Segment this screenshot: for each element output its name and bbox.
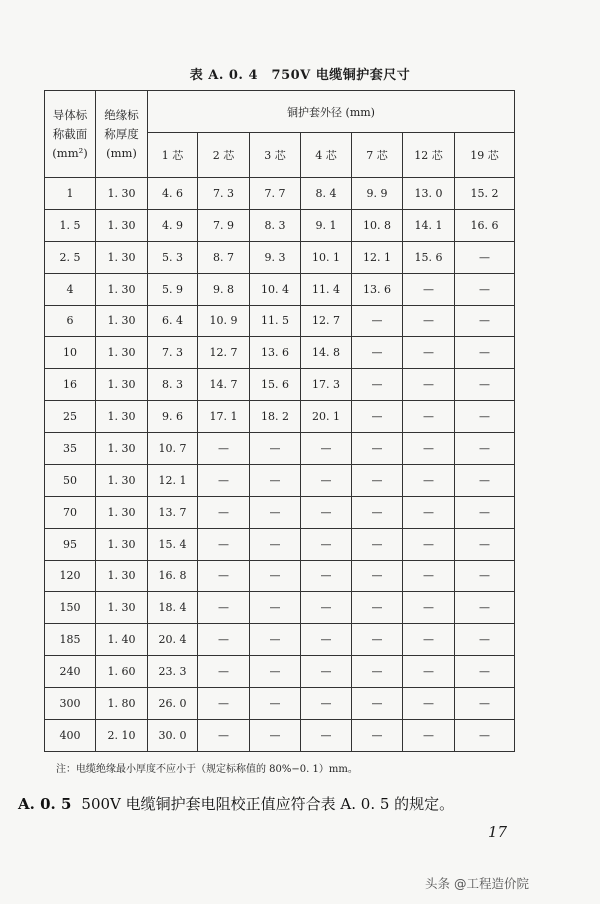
cell-diameter: — <box>301 592 352 624</box>
cell-diameter: — <box>455 337 515 369</box>
table-row <box>45 241 515 273</box>
cell-diameter: — <box>301 560 352 592</box>
cell-diameter: — <box>301 719 352 751</box>
cell-diameter: — <box>455 241 515 273</box>
cell-section: 4 <box>45 273 96 305</box>
cell-section: 400 <box>45 719 96 751</box>
cell-diameter: — <box>250 719 301 751</box>
cell-diameter: 10. 7 <box>148 433 198 465</box>
cell-diameter: — <box>250 592 301 624</box>
table-row <box>45 433 515 465</box>
cell-diameter: 10. 8 <box>352 209 403 241</box>
cell-diameter: — <box>455 369 515 401</box>
cell-thickness: 2. 10 <box>96 719 148 751</box>
table-row <box>45 496 515 528</box>
table-row <box>45 688 515 720</box>
cell-diameter: — <box>198 496 250 528</box>
cell-diameter: 11. 5 <box>250 305 301 337</box>
cell-section: 16 <box>45 369 96 401</box>
clause-text: 500V 电缆铜护套电阻校正值应符合表 A. 0. 5 的规定。 <box>81 795 455 813</box>
cell-diameter: 6. 4 <box>148 305 198 337</box>
cell-diameter: — <box>301 528 352 560</box>
cell-diameter: — <box>352 560 403 592</box>
cell-diameter: 5. 3 <box>148 241 198 273</box>
cell-diameter: 13. 7 <box>148 496 198 528</box>
cell-diameter: 23. 3 <box>148 656 198 688</box>
table-row <box>45 337 515 369</box>
cell-thickness: 1. 30 <box>96 178 148 210</box>
cell-diameter: — <box>403 369 455 401</box>
cell-diameter: — <box>403 688 455 720</box>
cell-diameter: — <box>403 624 455 656</box>
cell-diameter: 12. 7 <box>301 305 352 337</box>
cell-diameter: 11. 4 <box>301 273 352 305</box>
cell-diameter: 30. 0 <box>148 719 198 751</box>
cell-diameter: — <box>301 656 352 688</box>
cell-section: 10 <box>45 337 96 369</box>
cell-diameter: 8. 3 <box>148 369 198 401</box>
cell-diameter: — <box>198 560 250 592</box>
cell-diameter: 20. 4 <box>148 624 198 656</box>
cell-diameter: — <box>352 719 403 751</box>
cell-diameter: 7. 3 <box>198 178 250 210</box>
copper-sheath-dimension-table <box>44 90 515 752</box>
cell-diameter: 12. 1 <box>148 464 198 496</box>
cell-diameter: — <box>250 688 301 720</box>
cell-diameter: 17. 1 <box>198 401 250 433</box>
watermark: 头条 @工程造价院 <box>425 876 529 891</box>
cell-diameter: — <box>250 624 301 656</box>
cell-diameter: — <box>403 337 455 369</box>
cell-diameter: — <box>403 719 455 751</box>
cell-diameter: — <box>455 560 515 592</box>
cell-diameter: 14. 8 <box>301 337 352 369</box>
cell-diameter: — <box>352 305 403 337</box>
cell-section: 240 <box>45 656 96 688</box>
cell-diameter: — <box>455 273 515 305</box>
cell-diameter: — <box>198 719 250 751</box>
cell-diameter: 5. 9 <box>148 273 198 305</box>
header-conductor-section <box>45 91 96 178</box>
cell-diameter: — <box>250 464 301 496</box>
cell-section: 150 <box>45 592 96 624</box>
cell-diameter: 8. 4 <box>301 178 352 210</box>
cell-diameter: — <box>455 656 515 688</box>
header-core-7: 19 芯 <box>455 133 515 178</box>
cell-section: 70 <box>45 496 96 528</box>
cell-thickness: 1. 30 <box>96 464 148 496</box>
cell-diameter: — <box>403 528 455 560</box>
cell-diameter: 4. 9 <box>148 209 198 241</box>
cell-diameter: 8. 7 <box>198 241 250 273</box>
header-line: 称厚度 <box>104 126 139 141</box>
cell-thickness: 1. 60 <box>96 656 148 688</box>
table-row <box>45 592 515 624</box>
header-core-6: 12 芯 <box>403 133 455 178</box>
cell-diameter: 9. 6 <box>148 401 198 433</box>
cell-thickness: 1. 30 <box>96 433 148 465</box>
cell-diameter: — <box>198 433 250 465</box>
cell-diameter: — <box>198 592 250 624</box>
cell-diameter: — <box>301 624 352 656</box>
cell-section: 120 <box>45 560 96 592</box>
cell-thickness: 1. 30 <box>96 401 148 433</box>
cell-section: 95 <box>45 528 96 560</box>
cell-diameter: — <box>352 464 403 496</box>
cell-diameter: — <box>198 656 250 688</box>
cell-diameter: 9. 9 <box>352 178 403 210</box>
cell-diameter: — <box>352 656 403 688</box>
cell-diameter: — <box>455 688 515 720</box>
cell-diameter: 26. 0 <box>148 688 198 720</box>
cell-thickness: 1. 30 <box>96 369 148 401</box>
header-core-2: 2 芯 <box>198 133 250 178</box>
cell-diameter: — <box>455 528 515 560</box>
header-line: 绝缘标 <box>104 107 139 122</box>
cell-diameter: — <box>352 496 403 528</box>
cell-section: 50 <box>45 464 96 496</box>
cell-diameter: — <box>455 305 515 337</box>
cell-diameter: 8. 3 <box>250 209 301 241</box>
cell-diameter: — <box>352 688 403 720</box>
cell-diameter: — <box>403 496 455 528</box>
cell-diameter: 18. 4 <box>148 592 198 624</box>
cell-thickness: 1. 30 <box>96 337 148 369</box>
cell-diameter: — <box>455 433 515 465</box>
table-row <box>45 305 515 337</box>
cell-diameter: — <box>352 528 403 560</box>
cell-section: 6 <box>45 305 96 337</box>
cell-diameter: — <box>250 560 301 592</box>
cell-diameter: 10. 1 <box>301 241 352 273</box>
header-line: (mm) <box>106 145 137 160</box>
cell-section: 2. 5 <box>45 241 96 273</box>
cell-diameter: — <box>455 592 515 624</box>
table-row <box>45 178 515 210</box>
cell-diameter: — <box>198 528 250 560</box>
cell-diameter: 12. 7 <box>198 337 250 369</box>
header-core-4: 4 芯 <box>301 133 352 178</box>
cell-diameter: 15. 6 <box>403 241 455 273</box>
cell-diameter: — <box>250 528 301 560</box>
cell-diameter: — <box>250 433 301 465</box>
cell-diameter: — <box>198 464 250 496</box>
table-title: 表 A. 0. 4 750V 电缆铜护套尺寸 <box>189 68 411 83</box>
cell-diameter: — <box>352 624 403 656</box>
cell-diameter: — <box>455 401 515 433</box>
cell-diameter: 10. 9 <box>198 305 250 337</box>
cell-diameter: 9. 1 <box>301 209 352 241</box>
cell-thickness: 1. 30 <box>96 305 148 337</box>
table-row <box>45 401 515 433</box>
cell-diameter: 9. 8 <box>198 273 250 305</box>
cell-section: 1 <box>45 178 96 210</box>
table-note: 注：电缆绝缘最小厚度不应小于（规定标称值的 80%−0. 1）mm。 <box>56 764 358 775</box>
cell-diameter: — <box>198 688 250 720</box>
cell-diameter: — <box>301 688 352 720</box>
cell-diameter: — <box>301 496 352 528</box>
cell-diameter: 20. 1 <box>301 401 352 433</box>
cell-section: 25 <box>45 401 96 433</box>
cell-diameter: — <box>455 719 515 751</box>
cell-diameter: 7. 9 <box>198 209 250 241</box>
clause-number: A. 0. 5 <box>18 795 72 813</box>
table-row <box>45 209 515 241</box>
cell-diameter: 15. 6 <box>250 369 301 401</box>
table-row <box>45 273 515 305</box>
cell-diameter: 18. 2 <box>250 401 301 433</box>
cell-diameter: 15. 2 <box>455 178 515 210</box>
cell-diameter: — <box>352 401 403 433</box>
cell-diameter: — <box>301 433 352 465</box>
header-line: 导体标 <box>52 107 88 122</box>
header-core-5: 7 芯 <box>352 133 403 178</box>
cell-diameter: — <box>403 656 455 688</box>
cell-diameter: 7. 7 <box>250 178 301 210</box>
cell-diameter: 13. 0 <box>403 178 455 210</box>
cell-diameter: 7. 3 <box>148 337 198 369</box>
cell-diameter: — <box>403 305 455 337</box>
header-sheath-outer-diameter: 铜护套外径 (mm) <box>148 91 515 133</box>
cell-diameter: — <box>352 337 403 369</box>
table-row <box>45 624 515 656</box>
cell-diameter: — <box>455 464 515 496</box>
cell-diameter: 13. 6 <box>250 337 301 369</box>
cell-diameter: — <box>250 656 301 688</box>
cell-section: 185 <box>45 624 96 656</box>
header-core-1: 1 芯 <box>148 133 198 178</box>
table-row <box>45 369 515 401</box>
cell-diameter: — <box>403 433 455 465</box>
cell-diameter: — <box>352 369 403 401</box>
page-number: 17 <box>488 823 508 841</box>
table-row <box>45 528 515 560</box>
cell-diameter: 10. 4 <box>250 273 301 305</box>
table-row <box>45 719 515 751</box>
cell-diameter: — <box>403 401 455 433</box>
cell-diameter: — <box>455 496 515 528</box>
cell-diameter: — <box>352 433 403 465</box>
cell-thickness: 1. 30 <box>96 560 148 592</box>
cell-thickness: 1. 40 <box>96 624 148 656</box>
cell-diameter: 15. 4 <box>148 528 198 560</box>
cell-diameter: — <box>198 624 250 656</box>
cell-diameter: 17. 3 <box>301 369 352 401</box>
cell-section: 35 <box>45 433 96 465</box>
table-row <box>45 464 515 496</box>
table-row <box>45 656 515 688</box>
cell-diameter: 4. 6 <box>148 178 198 210</box>
header-core-3: 3 芯 <box>250 133 301 178</box>
cell-diameter: 16. 6 <box>455 209 515 241</box>
cell-diameter: — <box>403 464 455 496</box>
cell-thickness: 1. 30 <box>96 273 148 305</box>
cell-diameter: 12. 1 <box>352 241 403 273</box>
cell-thickness: 1. 30 <box>96 209 148 241</box>
cell-diameter: 16. 8 <box>148 560 198 592</box>
cell-diameter: 13. 6 <box>352 273 403 305</box>
header-insulation-thickness <box>96 91 148 178</box>
clause-a05 <box>18 793 454 814</box>
cell-diameter: — <box>250 496 301 528</box>
header-line: (mm²) <box>52 145 88 160</box>
cell-thickness: 1. 30 <box>96 496 148 528</box>
cell-diameter: — <box>403 273 455 305</box>
cell-thickness: 1. 30 <box>96 528 148 560</box>
cell-diameter: — <box>455 624 515 656</box>
cell-thickness: 1. 30 <box>96 241 148 273</box>
cell-diameter: — <box>301 464 352 496</box>
table-row <box>45 560 515 592</box>
cell-diameter: 9. 3 <box>250 241 301 273</box>
header-line: 称截面 <box>52 126 88 141</box>
cell-diameter: — <box>403 592 455 624</box>
cell-section: 1. 5 <box>45 209 96 241</box>
cell-thickness: 1. 80 <box>96 688 148 720</box>
cell-diameter: — <box>403 560 455 592</box>
cell-diameter: 14. 7 <box>198 369 250 401</box>
cell-section: 300 <box>45 688 96 720</box>
cell-diameter: — <box>352 592 403 624</box>
cell-thickness: 1. 30 <box>96 592 148 624</box>
cell-diameter: 14. 1 <box>403 209 455 241</box>
